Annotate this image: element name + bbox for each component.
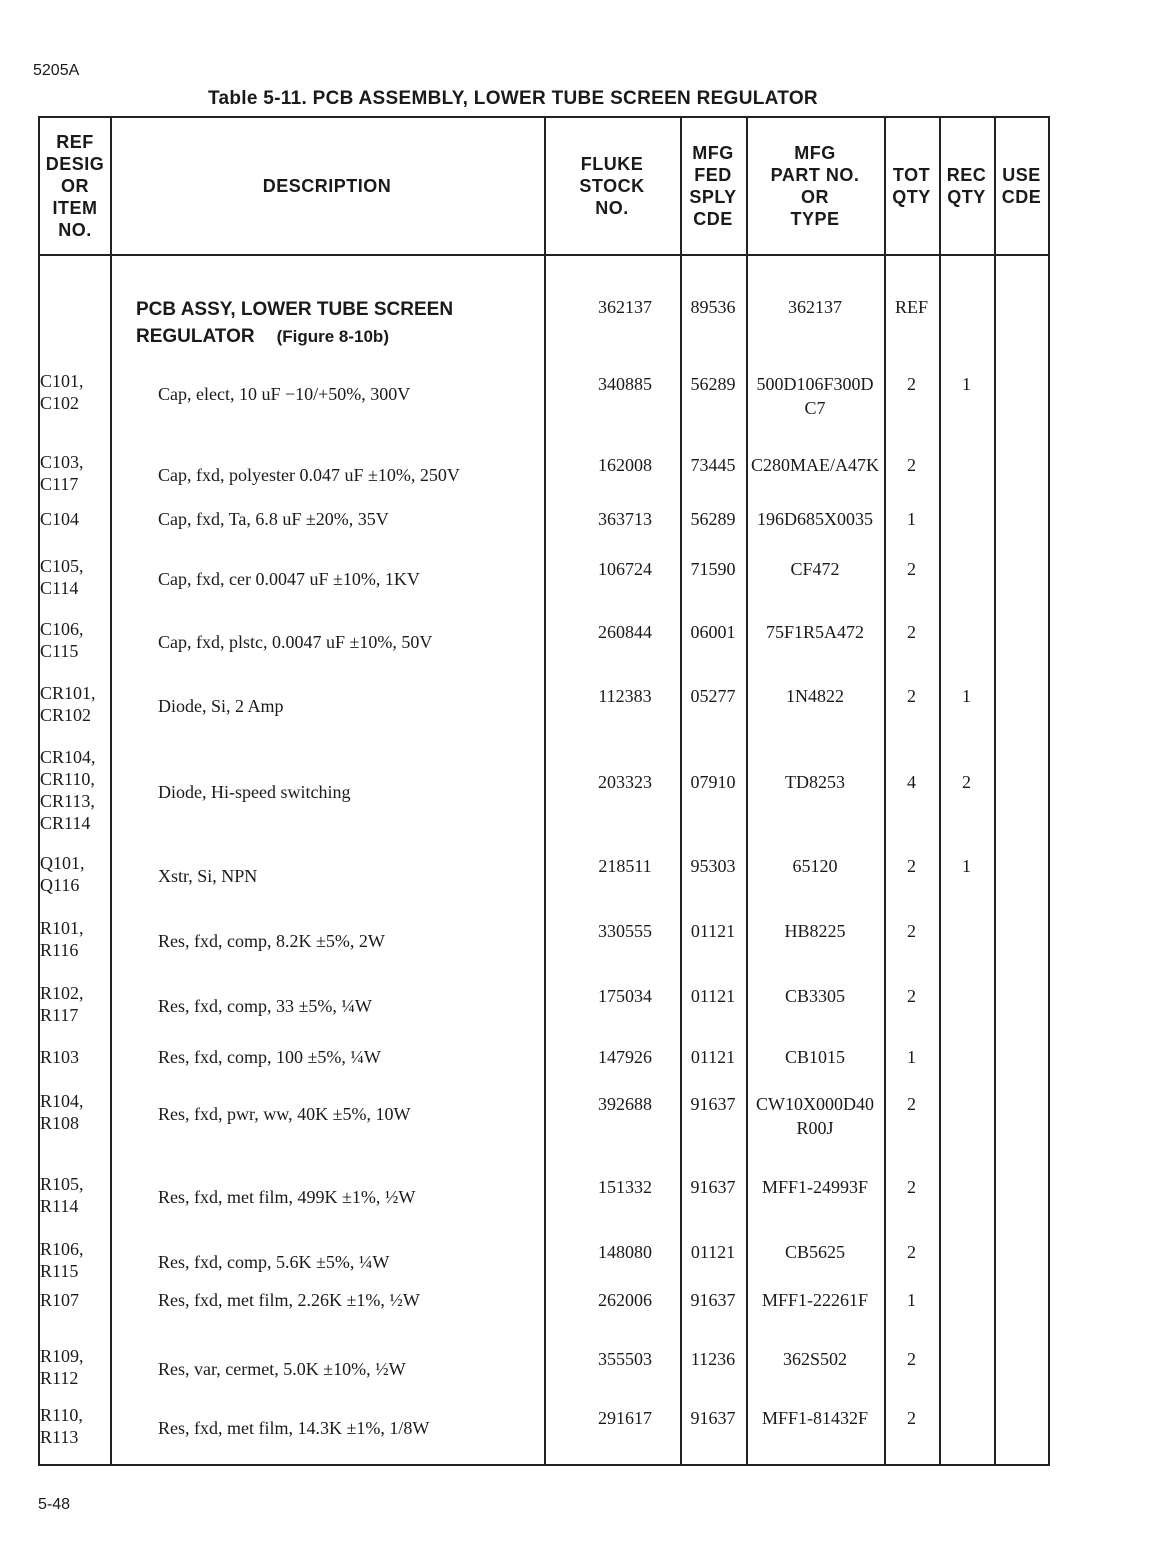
part-description: Res, fxd, pwr, ww, 40K ±5%, 10W (158, 1104, 411, 1124)
total-qty: 2 (907, 622, 916, 642)
col-header-use-code (994, 118, 1049, 254)
ref-designator: R110, (40, 1405, 83, 1425)
ref-designator: R115 (40, 1261, 79, 1281)
ref-designator: CR110, (40, 769, 95, 789)
ref-designator: CR102 (40, 705, 92, 725)
part-description: Res, fxd, met film, 14.3K ±1%, 1/8W (158, 1418, 430, 1438)
header-text: CDE (693, 209, 733, 229)
fluke-stock-no: 147926 (598, 1047, 652, 1067)
fluke-stock-no: 218511 (598, 856, 652, 876)
mfg-fed-code: 06001 (690, 622, 736, 642)
ref-designator: R116 (40, 940, 79, 960)
col-header-fed-code (680, 118, 746, 254)
recommended-qty: 1 (962, 856, 971, 876)
fluke-stock-no: 330555 (598, 921, 652, 941)
part-description: Cap, fxd, plstc, 0.0047 uF ±10%, 50V (158, 632, 433, 652)
assembly-fed: 89536 (690, 297, 736, 317)
ref-designator: C117 (40, 474, 79, 494)
mfg-part-no: CB5625 (784, 1242, 845, 1262)
ref-designator: R114 (40, 1196, 79, 1216)
fluke-stock-no: 363713 (598, 509, 652, 529)
recommended-qty: 1 (962, 686, 971, 706)
ref-designator: R104, (40, 1091, 84, 1111)
part-description: Res, fxd, met film, 499K ±1%, ½W (158, 1187, 416, 1207)
header-text: CDE (1001, 187, 1042, 207)
page-number: 5-48 (38, 1496, 71, 1513)
header-text: MFG (794, 143, 836, 163)
assembly-desc-line2: REGULATOR (136, 326, 255, 347)
ref-designator: CR113, (40, 791, 95, 811)
total-qty: 2 (907, 1094, 916, 1114)
total-qty: 2 (907, 1349, 916, 1369)
total-qty: 2 (907, 559, 916, 579)
header-text: FLUKE (580, 154, 644, 174)
header-text: QTY (892, 187, 931, 207)
mfg-fed-code: 07910 (690, 772, 736, 792)
header-text: PART NO. (770, 165, 860, 185)
mfg-part-no: TD8253 (785, 772, 845, 792)
mfg-part-no: MFF1-81432F (761, 1408, 869, 1428)
part-description: Res, fxd, comp, 33 ±5%, ¼W (158, 996, 372, 1016)
ref-designator: C115 (40, 641, 79, 661)
total-qty: 2 (907, 1177, 916, 1197)
ref-designator: R105, (40, 1174, 84, 1194)
mfg-part-no: HB8225 (784, 921, 846, 941)
mfg-fed-code: 01121 (690, 1242, 736, 1262)
mfg-fed-code: 71590 (690, 559, 736, 579)
mfg-fed-code: 56289 (690, 509, 736, 529)
parts-table (38, 116, 1050, 1466)
col-header-ref (40, 118, 110, 254)
fluke-stock-no: 392688 (598, 1094, 652, 1114)
mfg-part-no: 196D685X0035 (757, 509, 873, 529)
total-qty: 4 (907, 772, 916, 792)
header-text: TOT (892, 165, 931, 185)
fluke-stock-no: 260844 (598, 622, 652, 642)
total-qty: 2 (907, 455, 916, 475)
total-qty: 1 (907, 509, 916, 529)
mfg-part-no: 1N4822 (786, 686, 844, 706)
fluke-stock-no: 262006 (598, 1290, 652, 1310)
part-description: Cap, elect, 10 uF −10/+50%, 300V (158, 384, 411, 404)
assembly-desc-line1: PCB ASSY, LOWER TUBE SCREEN (136, 299, 454, 320)
recommended-qty: 2 (962, 772, 971, 792)
header-text: OR (800, 187, 829, 207)
mfg-fed-code: 91637 (690, 1290, 736, 1310)
ref-designator: C114 (40, 578, 79, 598)
ref-designator: R112 (40, 1368, 79, 1388)
mfg-part-no: C7 (804, 398, 826, 418)
mfg-fed-code: 01121 (690, 986, 736, 1006)
header-text: FED (694, 165, 732, 185)
col-header-description (110, 118, 544, 254)
ref-designator: R109, (40, 1346, 84, 1366)
ref-designator: C102 (40, 393, 80, 413)
total-qty: 2 (907, 921, 916, 941)
model-number: 5205A (33, 62, 80, 79)
mfg-fed-code: 11236 (690, 1349, 736, 1369)
ref-designator: R107 (40, 1290, 80, 1310)
part-description: Res, fxd, comp, 100 ±5%, ¼W (158, 1047, 381, 1067)
ref-designator: C104 (40, 509, 80, 529)
mfg-part-no: 75F1R5A472 (765, 622, 864, 642)
mfg-fed-code: 91637 (690, 1094, 736, 1114)
part-description: Diode, Hi-speed switching (158, 782, 351, 802)
total-qty: 1 (907, 1290, 916, 1310)
header-text: REF (56, 132, 94, 152)
part-description: Res, fxd, comp, 8.2K ±5%, 2W (158, 931, 385, 951)
mfg-part-no: CW10X000D40 (756, 1094, 874, 1114)
fluke-stock-no: 291617 (598, 1408, 652, 1428)
fluke-stock-no: 355503 (598, 1349, 652, 1369)
ref-designator: Q116 (40, 875, 80, 895)
mfg-fed-code: 91637 (690, 1177, 736, 1197)
col-header-part-no (746, 118, 884, 254)
ref-designator: Q101, (40, 853, 85, 873)
total-qty: 2 (907, 1242, 916, 1262)
ref-designator: R103 (40, 1047, 80, 1067)
total-qty: 1 (907, 1047, 916, 1067)
ref-designator: CR101, (40, 683, 96, 703)
assembly-description (136, 296, 453, 350)
header-text: NO. (595, 198, 629, 218)
header-text: NO. (58, 220, 92, 240)
total-qty: 2 (907, 856, 916, 876)
mfg-part-no: CB3305 (784, 986, 845, 1006)
col-header-tot-qty (884, 118, 939, 254)
recommended-qty: 1 (962, 374, 971, 394)
ref-designator: CR104, (40, 747, 96, 767)
ref-designator: R101, (40, 918, 84, 938)
header-text: MFG (692, 143, 734, 163)
fluke-stock-no: 148080 (598, 1242, 652, 1262)
header-text: OR (60, 176, 89, 196)
ref-designator: C103, (40, 452, 84, 472)
mfg-part-no: 362S502 (782, 1349, 847, 1369)
mfg-fed-code: 95303 (690, 856, 736, 876)
header-text: DESIG (45, 154, 105, 174)
ref-designator: R117 (40, 1005, 79, 1025)
ref-designator: C101, (40, 371, 84, 391)
part-description: Diode, Si, 2 Amp (158, 696, 284, 716)
assembly-figure-ref: (Figure 8-10b) (276, 327, 389, 346)
ref-designator: R106, (40, 1239, 84, 1259)
ref-designator: R102, (40, 983, 84, 1003)
col-header-rec-qty (939, 118, 994, 254)
fluke-stock-no: 151332 (598, 1177, 652, 1197)
header-text: ITEM (52, 198, 98, 218)
part-description: Cap, fxd, polyester 0.047 uF ±10%, 250V (158, 465, 460, 485)
part-description: Cap, fxd, cer 0.0047 uF ±10%, 1KV (158, 569, 420, 589)
part-description: Xstr, Si, NPN (158, 866, 258, 886)
ref-designator: R113 (40, 1427, 79, 1447)
ref-designator: C105, (40, 556, 84, 576)
mfg-part-no: 65120 (792, 856, 838, 876)
part-description: Res, fxd, met film, 2.26K ±1%, ½W (158, 1290, 420, 1310)
header-text: USE (1002, 165, 1041, 185)
header-text: TYPE (790, 209, 840, 229)
assembly-part: 362137 (788, 297, 842, 317)
mfg-fed-code: 56289 (690, 374, 736, 394)
part-description: Res, fxd, comp, 5.6K ±5%, ¼W (158, 1252, 390, 1272)
fluke-stock-no: 162008 (598, 455, 652, 475)
mfg-part-no: CF472 (790, 559, 840, 579)
header-text: DESCRIPTION (262, 176, 392, 196)
part-description: Res, var, cermet, 5.0K ±10%, ½W (158, 1359, 406, 1379)
mfg-fed-code: 91637 (690, 1408, 736, 1428)
fluke-stock-no: 106724 (598, 559, 652, 579)
header-text: SPLY (689, 187, 737, 207)
ref-designator: R108 (40, 1113, 80, 1133)
table-title: Table 5-11. PCB ASSEMBLY, LOWER TUBE SCREEN REGULATOR (208, 88, 818, 109)
total-qty: 2 (907, 374, 916, 394)
fluke-stock-no: 203323 (598, 772, 652, 792)
mfg-part-no: MFF1-24993F (761, 1177, 869, 1197)
ref-designator: C106, (40, 619, 84, 639)
header-text: STOCK (579, 176, 645, 196)
mfg-fed-code: 01121 (690, 921, 736, 941)
mfg-part-no: MFF1-22261F (761, 1290, 869, 1310)
header-text: QTY (947, 187, 986, 207)
total-qty: 2 (907, 1408, 916, 1428)
ref-designator: CR114 (40, 813, 91, 833)
mfg-part-no: R00J (796, 1118, 834, 1138)
fluke-stock-no: 112383 (598, 686, 652, 706)
mfg-fed-code: 73445 (690, 455, 736, 475)
fluke-stock-no: 340885 (598, 374, 652, 394)
mfg-part-no: CB1015 (784, 1047, 845, 1067)
total-qty: 2 (907, 686, 916, 706)
total-qty: 2 (907, 986, 916, 1006)
mfg-fed-code: 05277 (690, 686, 736, 706)
mfg-fed-code: 01121 (690, 1047, 736, 1067)
part-description: Cap, fxd, Ta, 6.8 uF ±20%, 35V (158, 509, 389, 529)
assembly-stock: 362137 (598, 297, 652, 317)
header-text: REC (946, 165, 987, 185)
assembly-tot: REF (894, 297, 928, 317)
fluke-stock-no: 175034 (598, 986, 652, 1006)
mfg-part-no: 500D106F300D (756, 374, 874, 394)
mfg-part-no: C280MAE/A47K (750, 455, 879, 475)
col-header-stock (544, 118, 680, 254)
